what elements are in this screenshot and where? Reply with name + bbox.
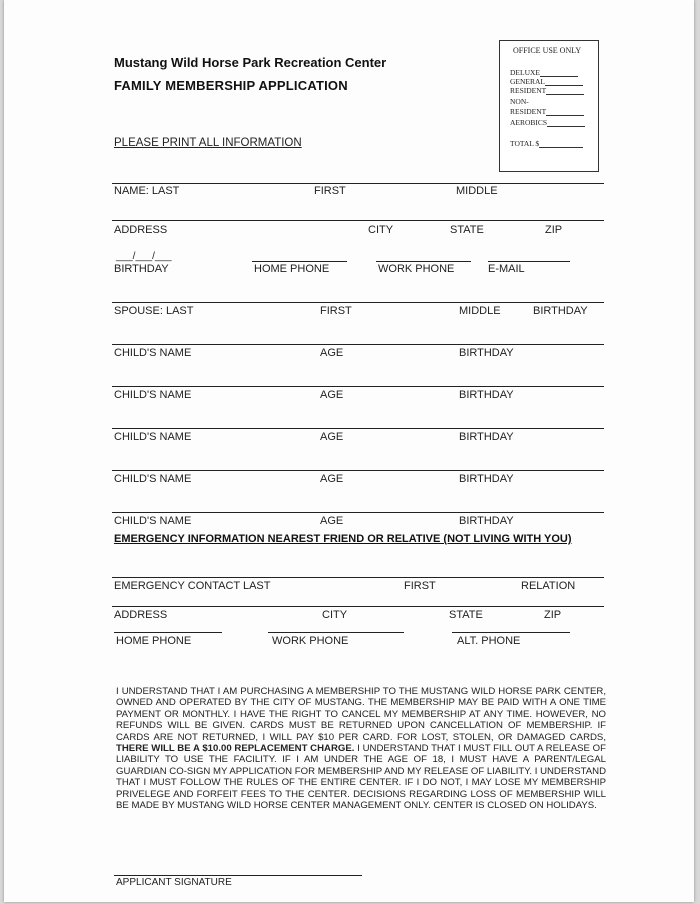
deluxe-field[interactable] — [540, 69, 578, 77]
name-last-label: NAME: LAST — [114, 185, 180, 197]
address-label: ADDRESS — [114, 224, 168, 236]
emergency-address-label: ADDRESS — [114, 609, 168, 621]
signature-line[interactable] — [114, 875, 362, 876]
child-birthday-label: BIRTHDAY — [459, 473, 514, 485]
non-resident-field[interactable] — [546, 108, 584, 116]
zip-label: ZIP — [545, 224, 563, 236]
emergency-home-phone-line[interactable] — [114, 632, 222, 633]
child-age-label: AGE — [320, 431, 344, 443]
resident-label: RESIDENT — [510, 86, 547, 95]
agreement-paragraph — [116, 686, 606, 811]
work-phone-line[interactable] — [376, 261, 471, 262]
child-line-2[interactable] — [112, 386, 604, 387]
emergency-contact-line[interactable] — [112, 577, 604, 578]
name-line[interactable] — [112, 183, 604, 184]
state-label: STATE — [450, 224, 484, 236]
emergency-relation-label: RELATION — [521, 580, 576, 592]
non-label: NON- — [510, 97, 529, 106]
city-label: CITY — [368, 224, 394, 236]
resident-field[interactable] — [546, 87, 584, 95]
emergency-heading: EMERGENCY INFORMATION NEAREST FRIEND OR RELATIVE (NOT LIVING WITH YOU) — [114, 533, 572, 545]
emergency-zip-label: ZIP — [544, 609, 562, 621]
birthday-date-mask[interactable]: ___/___/___ — [116, 251, 172, 262]
child-name-label: CHILD'S NAME — [114, 473, 192, 485]
total-label: TOTAL $ — [510, 139, 540, 148]
child-name-label: CHILD'S NAME — [114, 515, 192, 527]
emergency-state-label: STATE — [449, 609, 483, 621]
emergency-city-label: CITY — [322, 609, 348, 621]
emergency-alt-phone-line[interactable] — [452, 632, 570, 633]
total-field[interactable] — [539, 140, 583, 148]
application-page — [4, 0, 694, 902]
email-label: E-MAIL — [488, 263, 525, 275]
child-name-label: CHILD'S NAME — [114, 347, 192, 359]
center-name: Mustang Wild Horse Park Recreation Center — [114, 55, 387, 70]
aerobics-field[interactable] — [547, 119, 585, 127]
address-line[interactable] — [112, 220, 604, 221]
home-phone-line[interactable] — [252, 261, 347, 262]
emergency-work-phone-label: WORK PHONE — [272, 635, 349, 647]
office-use-box — [499, 40, 599, 172]
general-label: GENERAL — [510, 77, 545, 86]
child-line-3[interactable] — [112, 428, 604, 429]
emergency-address-line[interactable] — [112, 606, 604, 607]
spouse-middle-label: MIDDLE — [459, 305, 501, 317]
emergency-first-label: FIRST — [404, 580, 436, 592]
deluxe-label: DELUXE — [510, 68, 540, 77]
spouse-last-label: SPOUSE: LAST — [114, 305, 194, 317]
office-title: OFFICE USE ONLY — [513, 46, 582, 55]
child-age-label: AGE — [320, 347, 344, 359]
signature-label: APPLICANT SIGNATURE — [116, 877, 232, 888]
child-birthday-label: BIRTHDAY — [459, 389, 514, 401]
emergency-alt-phone-label: ALT. PHONE — [457, 635, 521, 647]
child-name-label: CHILD'S NAME — [114, 431, 192, 443]
child-age-label: AGE — [320, 473, 344, 485]
name-middle-label: MIDDLE — [456, 185, 498, 197]
non-resident-label: RESIDENT — [510, 107, 547, 116]
aerobics-label: AEROBICS — [510, 118, 548, 127]
child-age-label: AGE — [320, 389, 344, 401]
child-birthday-label: BIRTHDAY — [459, 347, 514, 359]
child-name-label: CHILD'S NAME — [114, 389, 192, 401]
child-line-1[interactable] — [112, 344, 604, 345]
emergency-work-phone-line[interactable] — [268, 632, 404, 633]
form-title: FAMILY MEMBERSHIP APPLICATION — [114, 78, 348, 93]
child-birthday-label: BIRTHDAY — [459, 515, 514, 527]
home-phone-label: HOME PHONE — [254, 263, 330, 275]
spouse-line[interactable] — [112, 302, 604, 303]
email-line[interactable] — [488, 261, 570, 262]
spouse-first-label: FIRST — [320, 305, 352, 317]
emergency-contact-label: EMERGENCY CONTACT LAST — [114, 580, 271, 592]
birthday-label: BIRTHDAY — [114, 263, 169, 275]
emergency-home-phone-label: HOME PHONE — [116, 635, 192, 647]
replacement-charge-notice: THERE WILL BE A $10.00 REPLACEMENT CHARGE. — [116, 743, 355, 755]
child-line-5[interactable] — [112, 512, 604, 513]
work-phone-label: WORK PHONE — [378, 263, 455, 275]
general-field[interactable] — [545, 78, 583, 86]
name-first-label: FIRST — [314, 185, 346, 197]
spouse-birthday-label: BIRTHDAY — [533, 305, 588, 317]
print-instruction: PLEASE PRINT ALL INFORMATION — [114, 137, 302, 149]
agreement-text-1: I UNDERSTAND THAT I AM PURCHASING A MEMBERSHIP TO THE MUSTANG WILD HORSE PARK CENTER, OWNED AND OPERATED BY THE CITY OF MUSTANG. THE MEMBERSHIP MAY BE PAID WITH A ONE TIME PAYMENT OR MONTHLY. I HAVE THE RIGHT TO CANCEL MY MEMBERSHIP AT ANY TIME. HOWEVER, NO REFUNDS WILL BE GIVEN. CARDS MUST BE RETURNED UPON CANCELLATION OF MEMBERSHIP. IF CARDS ARE NOT RETURNED, I WILL PAY $10 PER CARD. FOR LOST, STOLEN, OR DAMAGED CARDS, — [116, 686, 606, 743]
child-age-label: AGE — [320, 515, 344, 527]
child-line-4[interactable] — [112, 470, 604, 471]
child-birthday-label: BIRTHDAY — [459, 431, 514, 443]
agreement-text-2: I UNDERSTAND THAT I MUST FILL OUT A RELEASE OF LIABILITY TO USE THE FACILITY. IF I AM UNDER THE AGE OF 18, I MUST HAVE A PARENT/LEGAL GUARDIAN CO-SIGN MY APPLICATION FOR MEMBERSHIP AND MY RELEASE OF LIABILITY. I UNDERSTAND THAT I MUST FOLLOW THE RULES OF THE ENTIRE CENTER. IF I DO NOT, I MAY LOSE MY MEMBERSHIP PRIVELEGE AND FORFEIT FEES TO THE CENTER. DECISIONS REGARDING LOSS OF MEMBERSHIP WILL BE MADE BY MUSTANG WILD HORSE CENTER MANAGEMENT ONLY. CENTER IS CLOSED ON HOLIDAYS. — [116, 743, 606, 812]
